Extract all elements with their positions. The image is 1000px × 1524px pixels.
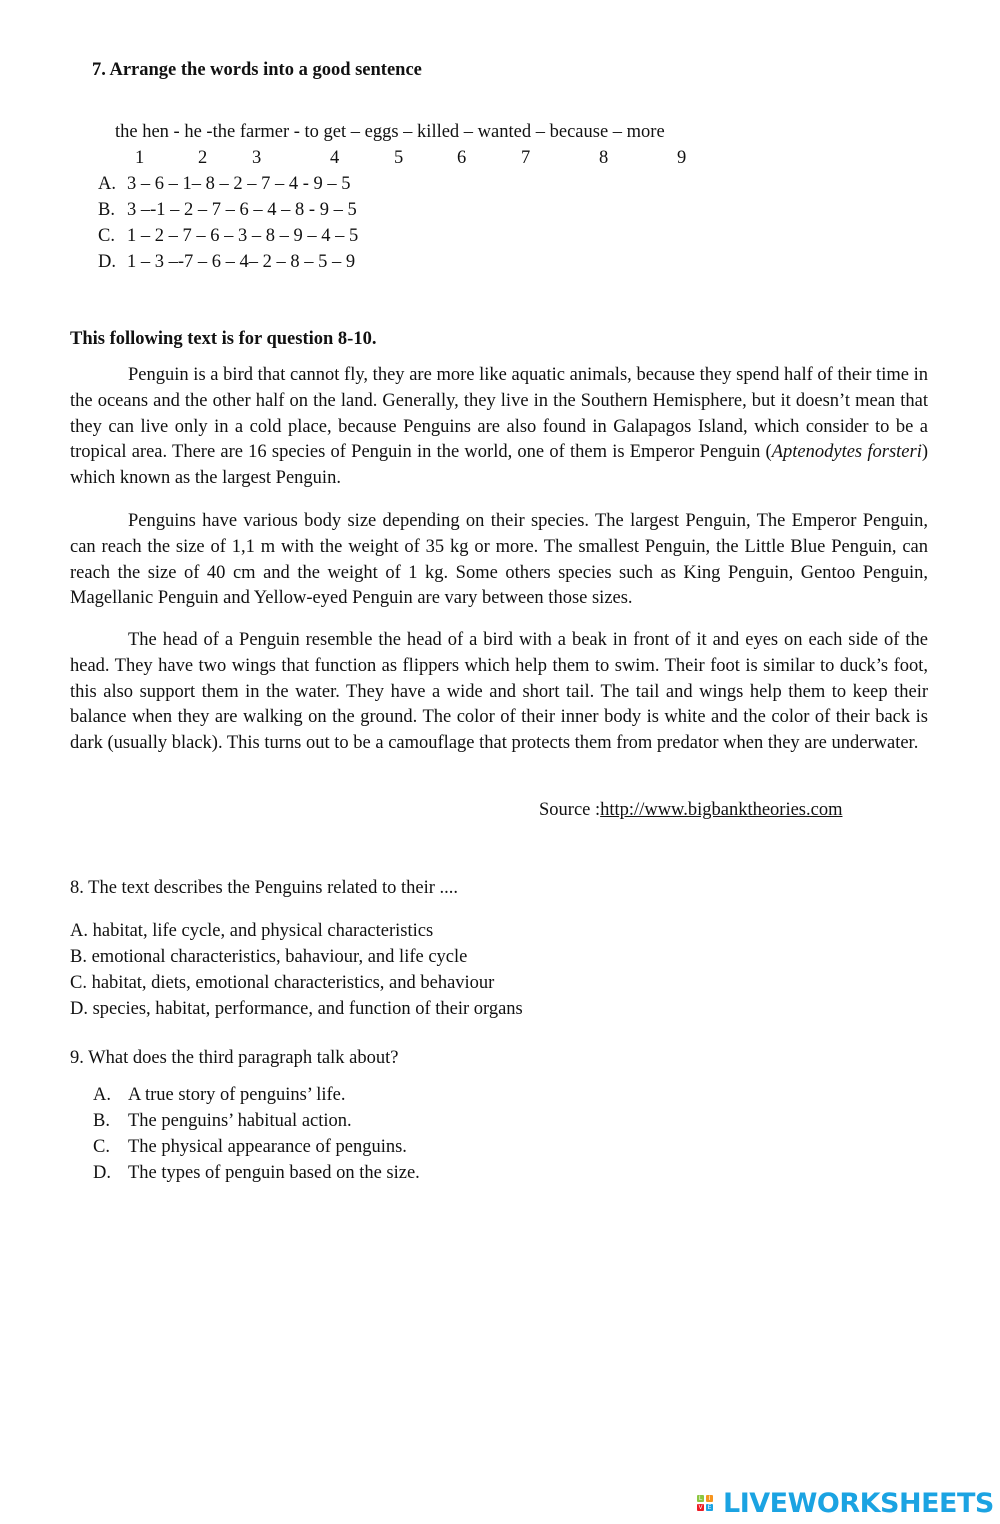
question-7-option-a[interactable]: [98, 174, 351, 195]
logo-square: I: [706, 1495, 713, 1502]
word-number: 9: [677, 148, 687, 168]
paragraph-1-text: Penguin is a bird that cannot fly, they are more like aquatic animals, because they spend half of their time in the oceans and the other half on the land. Generally, they live in the Southern Hemisphere, but it doesn’t mean that they can live only in a cold place, because Penguins are also found in Galapagos Island, which consider to be a tropical area. There are 16 species of Penguin in the world, one of them is Emperor Penguin (: [70, 365, 928, 463]
option-text: 1 – 2 – 7 – 6 – 3 – 8 – 9 – 4 – 5: [127, 226, 359, 246]
word-list: the hen - he -the farmer - to get – eggs – killed – wanted – because – more: [115, 122, 665, 142]
word-number: 6: [457, 148, 467, 168]
question-7-option-d[interactable]: [98, 252, 356, 273]
option-text: 3 –-1 – 2 – 7 – 6 – 4 – 8 - 9 – 5: [127, 200, 357, 220]
liveworksheets-icon: [697, 1487, 721, 1519]
option-letter: C.: [93, 1137, 110, 1157]
word-number: 8: [599, 148, 609, 168]
logo-square: E: [707, 1504, 712, 1511]
paragraph-2: Penguins have various body size depending on their species. The largest Penguin, The Emperor Penguin, can reach the size of 1,1 m with the weight of 35 kg or more. The smallest Penguin, the Little Blue Penguin, can reach the size of 40 cm and the weight of 1 kg. Some others species such as King Penguin, Gentoo Penguin, Magellanic Penguin and Yellow-eyed Penguin are vary between those sizes.: [70, 511, 928, 609]
question-8-option-c[interactable]: C. habitat, diets, emotional characteristics, and behaviour: [70, 973, 495, 993]
question-8-option-a[interactable]: A. habitat, life cycle, and physical characteristics: [70, 921, 434, 941]
option-letter: B.: [93, 1111, 110, 1131]
paragraph-1-end: ) which known as the largest Penguin.: [70, 442, 928, 489]
word-numbers: [0, 148, 1000, 170]
option-letter: D.: [93, 1163, 111, 1183]
question-7-option-b[interactable]: [98, 200, 357, 221]
source-line: [539, 800, 842, 821]
question-9: 9. What does the third paragraph talk about?: [70, 1048, 399, 1068]
word-number: 4: [330, 148, 340, 168]
option-letter: A.: [98, 174, 116, 194]
logo-square: L: [698, 1495, 703, 1502]
question-7-option-c[interactable]: [98, 226, 359, 247]
word-number: 2: [198, 148, 208, 168]
question-9-option-c[interactable]: [93, 1137, 407, 1158]
word-number: 3: [252, 148, 262, 168]
option-text: 3 – 6 – 1– 8 – 2 – 7 – 4 - 9 – 5: [127, 174, 351, 194]
liveworksheets-logo: [697, 1487, 994, 1519]
paragraph-3: The head of a Penguin resemble the head of a bird with a beak in front of it and eyes on each side of the head. They have two wings that function as flippers which help them to swim. Their foot is similar to duck’s foot, this also support them in the water. They have a wide and short tail. The tail and wings help them to keep their balance when they are walking on the ground. The color of their inner body is white and the color of their back is dark (usually black). This turns out to be a camouflage that protects them from predator when they are underwater.: [70, 630, 928, 754]
option-letter: C.: [98, 226, 115, 246]
logo-text: LIVEWORKSHEETS: [723, 1487, 994, 1519]
question-9-option-a[interactable]: [93, 1085, 346, 1106]
option-letter: A.: [93, 1085, 111, 1105]
option-text: The physical appearance of penguins.: [128, 1137, 407, 1157]
paragraph-1: [70, 363, 928, 492]
option-letter: D.: [98, 252, 116, 272]
question-9-option-d[interactable]: [93, 1163, 420, 1184]
option-text: A true story of penguins’ life.: [128, 1085, 346, 1105]
option-letter: B.: [98, 200, 115, 220]
source-label: Source :: [539, 800, 601, 820]
word-number: 7: [521, 148, 531, 168]
option-text: 1 – 3 –-7 – 6 – 4– 2 – 8 – 5 – 9: [127, 252, 356, 272]
option-text: The penguins’ habitual action.: [128, 1111, 352, 1131]
question-8: 8. The text describes the Penguins related to their ....: [70, 878, 459, 898]
word-number: 5: [394, 148, 404, 168]
question-8-option-d[interactable]: D. species, habitat, performance, and function of their organs: [70, 999, 523, 1019]
question-8-option-b[interactable]: B. emotional characteristics, bahaviour, and life cycle: [70, 947, 468, 967]
source-link[interactable]: http://www.bigbanktheories.com: [600, 800, 843, 820]
reading-section-title: This following text is for question 8-10.: [70, 329, 377, 349]
logo-square: V: [698, 1504, 703, 1511]
question-9-option-b[interactable]: [93, 1111, 352, 1132]
option-text: The types of penguin based on the size.: [128, 1163, 420, 1183]
question-7-title: 7. Arrange the words into a good sentence: [92, 60, 422, 80]
word-number: 1: [135, 148, 145, 168]
scientific-name: Aptenodytes forsteri: [771, 442, 922, 463]
